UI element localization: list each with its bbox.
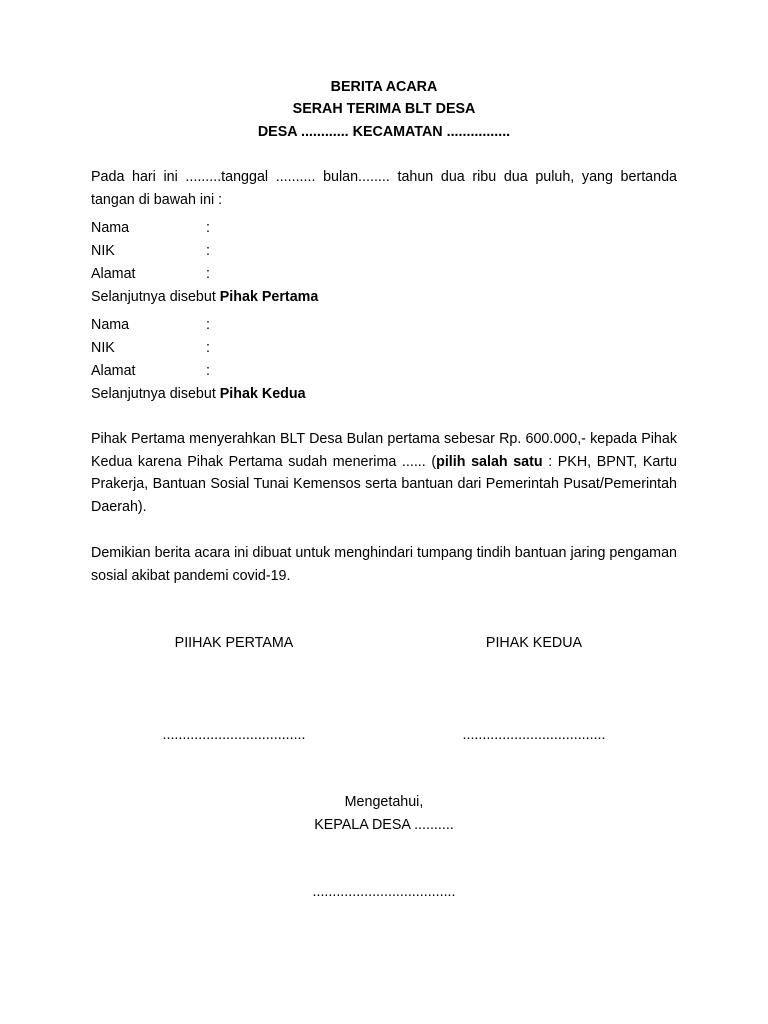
village-head-signature-line: .................................... (312, 884, 456, 900)
caption-party-name: Pihak Kedua (219, 386, 306, 402)
field-separator: : (206, 363, 210, 379)
handover-text-2: : PKH, BPNT, Kartu Prakerja, Bantuan Sosial Tunai Kemensos serta bantuan dari Pemerintah Pusat/Pemerintah Daerah). (91, 453, 677, 515)
intro-paragraph: Pada hari ini .........tanggal .......... bulan........ tahun dua ribu dua puluh, yang bertanda tangan di bawah ini : (91, 169, 677, 208)
title-line-2: SERAH TERIMA BLT DESA (292, 101, 476, 117)
field-separator: : (206, 266, 210, 282)
second-party-signature-line: .................................... (462, 727, 606, 743)
field-label: Nama (91, 220, 130, 236)
field-separator: : (206, 243, 210, 259)
party2-address-row (91, 364, 210, 378)
first-party-signature-line: .................................... (162, 727, 306, 743)
party2-nik-row (91, 341, 210, 355)
field-label: NIK (91, 243, 115, 259)
party1-nik-row (91, 244, 210, 258)
caption-party-name: Pihak Pertama (219, 289, 319, 305)
field-label: Nama (91, 317, 130, 333)
field-separator: : (206, 220, 210, 236)
handover-text-1: Pihak Pertama menyerahkan BLT Desa Bulan pertama sebesar Rp. 600.000,- kepada Pihak Kedua karena Pihak Pertama sudah menerima ...... ( (91, 431, 677, 470)
acknowledged-label: Mengetahui, (344, 794, 424, 810)
party2-caption (91, 387, 306, 401)
field-separator: : (206, 340, 210, 356)
field-label: Alamat (91, 266, 136, 282)
field-separator: : (206, 317, 210, 333)
party1-caption (91, 290, 318, 304)
party2-name-row (91, 318, 210, 332)
field-label: Alamat (91, 363, 136, 379)
party1-address-row (91, 267, 210, 281)
first-party-title: PIIHAK PERTAMA (174, 635, 294, 651)
village-head-title: KEPALA DESA .......... (314, 817, 454, 833)
party1-name-row (91, 221, 210, 235)
second-party-title: PIHAK KEDUA (485, 635, 583, 651)
caption-prefix: Selanjutnya disebut (91, 289, 220, 305)
title-line-1: BERITA ACARA (330, 79, 438, 95)
closing-paragraph: Demikian berita acara ini dibuat untuk menghindari tumpang tindih bantuan jaring pengaman sosial akibat pandemi covid-19. (91, 545, 677, 584)
title-line-3: DESA ............ KECAMATAN ................ (257, 124, 511, 140)
handover-choice-note: pilih salah satu (436, 453, 543, 470)
field-label: NIK (91, 340, 115, 356)
caption-prefix: Selanjutnya disebut (91, 386, 220, 402)
handover-paragraph (91, 428, 677, 518)
